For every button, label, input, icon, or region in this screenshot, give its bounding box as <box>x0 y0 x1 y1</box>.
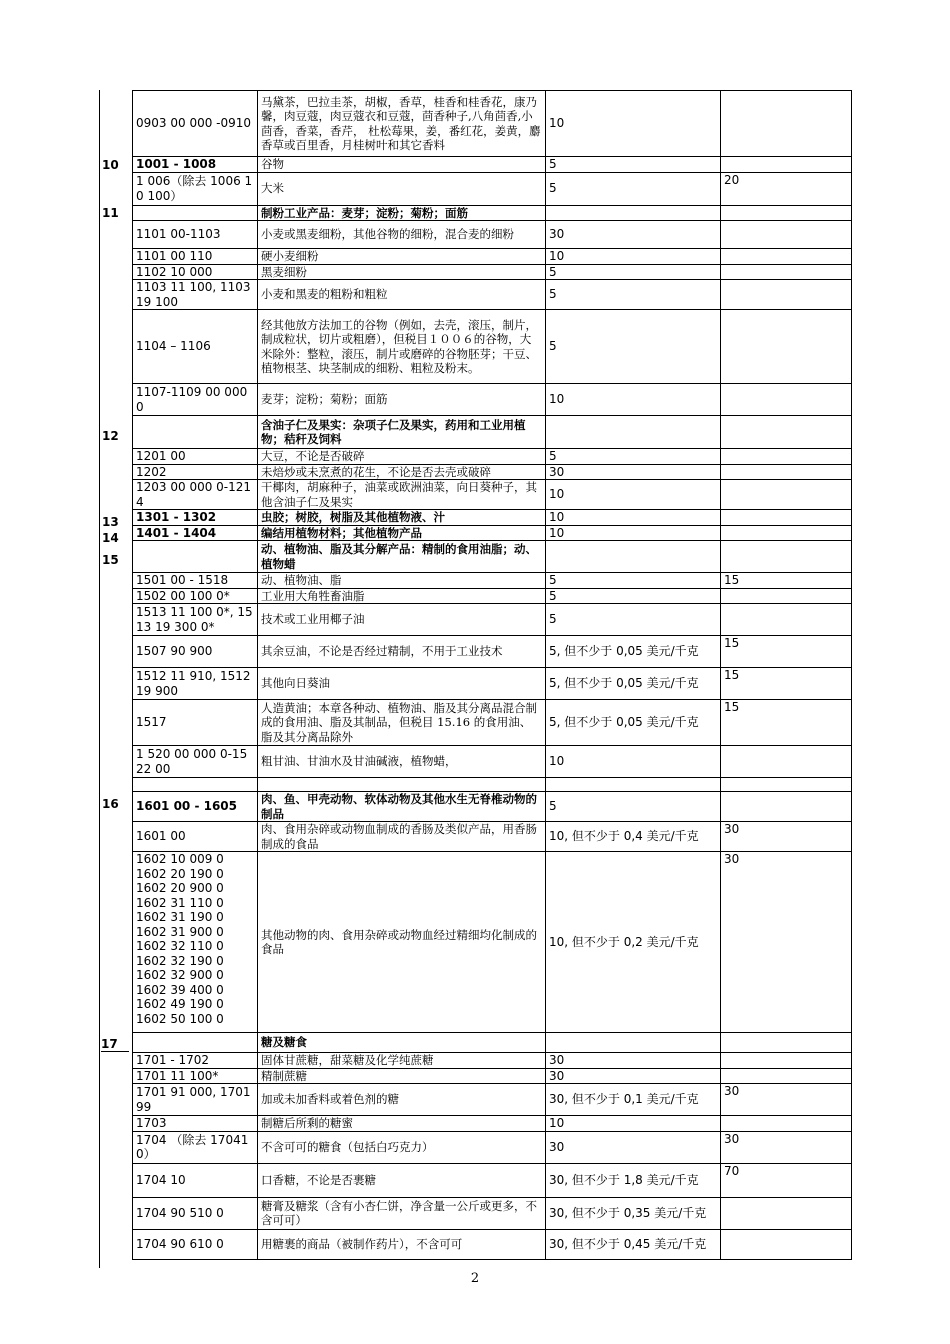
hs-code-cell: 1501 00 - 1518 <box>133 573 258 589</box>
duty-rate-cell: 5, 但不少于 0,05 美元/千克 <box>546 668 721 700</box>
page-number: 2 <box>470 1271 480 1286</box>
hs-code-cell: 1401 - 1404 <box>133 525 258 541</box>
hs-code-cell: 1704 10 <box>133 1163 258 1197</box>
description-cell: 大米 <box>258 172 546 205</box>
hs-code-cell <box>133 1033 258 1053</box>
hs-code-cell: 1 006（除去 1006 10 100） <box>133 172 258 205</box>
table-row <box>133 416 852 449</box>
chapter-number: 10 <box>102 158 119 172</box>
duty-rate-cell: 10 <box>546 384 721 416</box>
hs-code-cell: 1704 （除去 170410） <box>133 1131 258 1163</box>
table-row <box>133 480 852 510</box>
tariff-table-body <box>133 91 852 1260</box>
extra-rate-cell <box>721 1229 852 1259</box>
table-row <box>133 636 852 668</box>
table-row <box>133 852 852 1033</box>
description-cell: 动、植物油、脂 <box>258 573 546 589</box>
duty-rate-cell: 5, 但不少于 0,05 美元/千克 <box>546 636 721 668</box>
table-row <box>133 1197 852 1229</box>
extra-rate-cell <box>721 588 852 604</box>
description-cell: 肉、食用杂碎或动物血制成的香肠及类似产品，用香肠制成的食品 <box>258 822 546 852</box>
table-row <box>133 310 852 384</box>
description-cell: 加或未加香料或着色剂的糖 <box>258 1084 546 1116</box>
table-row <box>133 541 852 573</box>
table-row <box>133 525 852 541</box>
duty-rate-cell: 10, 但不少于 0,2 美元/千克 <box>546 852 721 1033</box>
hs-code-cell: 1103 11 100, 1103 19 100 <box>133 280 258 310</box>
description-cell: 小麦或黑麦细粉，其他谷物的细粉，混合麦的细粉 <box>258 221 546 249</box>
hs-code-cell <box>133 416 258 449</box>
extra-rate-cell <box>721 525 852 541</box>
table-row <box>133 604 852 636</box>
table-row <box>133 1084 852 1116</box>
table-row <box>133 249 852 265</box>
table-row <box>133 778 852 792</box>
extra-rate-cell: 20 <box>721 172 852 205</box>
duty-rate-cell: 10 <box>546 1116 721 1132</box>
table-row <box>133 1229 852 1259</box>
description-cell: 动、植物油、脂及其分解产品：精制的食用油脂；动、植物蜡 <box>258 541 546 573</box>
hs-code-cell: 1701 11 100* <box>133 1068 258 1084</box>
extra-rate-cell <box>721 1068 852 1084</box>
chapter-number: 12 <box>102 429 119 443</box>
duty-rate-cell: 10 <box>546 525 721 541</box>
extra-rate-cell <box>721 604 852 636</box>
extra-rate-cell: 15 <box>721 668 852 700</box>
extra-rate-cell <box>721 221 852 249</box>
extra-rate-cell <box>721 746 852 778</box>
table-row <box>133 573 852 589</box>
duty-rate-cell: 5 <box>546 588 721 604</box>
extra-rate-cell <box>721 541 852 573</box>
chapter-number: 15 <box>102 553 119 567</box>
hs-code-cell <box>133 541 258 573</box>
description-cell: 未焙炒或未烹煮的花生，不论是否去壳或破碎 <box>258 464 546 480</box>
description-cell: 固体甘蔗糖，甜菜糖及化学纯蔗糖 <box>258 1053 546 1069</box>
extra-rate-cell: 15 <box>721 636 852 668</box>
description-cell: 糖及糖食 <box>258 1033 546 1053</box>
extra-rate-cell <box>721 510 852 526</box>
table-row <box>133 510 852 526</box>
table-row <box>133 464 852 480</box>
duty-rate-cell: 5 <box>546 449 721 465</box>
extra-rate-cell <box>721 1033 852 1053</box>
extra-rate-cell <box>721 310 852 384</box>
description-cell: 口香糖，不论是否裹糖 <box>258 1163 546 1197</box>
duty-rate-cell <box>546 541 721 573</box>
extra-rate-cell <box>721 1197 852 1229</box>
description-cell: 经其他放方法加工的谷物（例如，去壳，滚压，制片，制成粒状，切片或粗磨），但税目１００６的谷物，大米除外：整粒，滚压，制片或磨碎的谷物胚芽；干豆、植物根茎、块茎制成的细粉、粗粒及粉末。 <box>258 310 546 384</box>
table-row <box>133 221 852 249</box>
hs-code-cell: 1517 <box>133 700 258 746</box>
extra-rate-cell <box>721 449 852 465</box>
hs-code-cell: 1601 00 - 1605 <box>133 792 258 822</box>
duty-rate-cell <box>546 778 721 792</box>
duty-rate-cell: 30 <box>546 1131 721 1163</box>
description-cell: 人造黄油；本章各种动、植物油、脂及其分离品混合制成的食用油、脂及其制品，但税目 15.16 的食用油、脂及其分离品除外 <box>258 700 546 746</box>
description-cell: 谷物 <box>258 157 546 173</box>
extra-rate-cell <box>721 416 852 449</box>
description-cell: 糖膏及糖浆（含有小杏仁饼，净含量一公斤或更多，不含可可） <box>258 1197 546 1229</box>
table-row <box>133 205 852 221</box>
description-cell: 用糖裹的商品（被制作药片），不含可可 <box>258 1229 546 1259</box>
chapter-number: 17 <box>101 1037 129 1052</box>
extra-rate-cell <box>721 264 852 280</box>
chapter-number: 13 <box>102 515 119 529</box>
hs-code-cell: 1202 <box>133 464 258 480</box>
description-cell: 制粉工业产品：麦芽；淀粉；菊粉；面筋 <box>258 205 546 221</box>
duty-rate-cell: 10 <box>546 249 721 265</box>
extra-rate-cell: 15 <box>721 700 852 746</box>
description-cell: 编结用植物材料；其他植物产品 <box>258 525 546 541</box>
table-row <box>133 1163 852 1197</box>
extra-rate-cell <box>721 249 852 265</box>
duty-rate-cell: 5 <box>546 573 721 589</box>
hs-code-cell: 1601 00 <box>133 822 258 852</box>
chapter-number-column <box>99 90 133 1268</box>
table-row <box>133 449 852 465</box>
description-cell <box>258 778 546 792</box>
description-cell: 硬小麦细粉 <box>258 249 546 265</box>
table-row <box>133 1116 852 1132</box>
hs-code-cell: 1602 10 009 0 1602 20 190 0 1602 20 900 0 1602 31 110 0 1602 31 190 0 1602 31 900 0 1602 32 110 0 1602 32 190 0 1602 32 900 0 1602 39 400 0 1602 49 190 0 1602 50 100 0 <box>133 852 258 1033</box>
table-row <box>133 668 852 700</box>
duty-rate-cell: 30 <box>546 221 721 249</box>
description-cell: 技术或工业用椰子油 <box>258 604 546 636</box>
hs-code-cell: 1 520 00 000 0-1522 00 <box>133 746 258 778</box>
table-row <box>133 384 852 416</box>
hs-code-cell: 1107-1109 00 000 0 <box>133 384 258 416</box>
description-cell: 粗甘油、甘油水及甘油碱液，植物蜡， <box>258 746 546 778</box>
duty-rate-cell: 30, 但不少于 0,1 美元/千克 <box>546 1084 721 1116</box>
hs-code-cell: 1701 91 000, 1701 99 <box>133 1084 258 1116</box>
duty-rate-cell: 30 <box>546 1068 721 1084</box>
duty-rate-cell <box>546 205 721 221</box>
extra-rate-cell: 70 <box>721 1163 852 1197</box>
table-row <box>133 700 852 746</box>
table-row <box>133 264 852 280</box>
duty-rate-cell: 30, 但不少于 1,8 美元/千克 <box>546 1163 721 1197</box>
table-row <box>133 746 852 778</box>
description-cell: 小麦和黑麦的粗粉和粗粒 <box>258 280 546 310</box>
chapter-number: 14 <box>102 531 119 545</box>
duty-rate-cell: 5, 但不少于 0,05 美元/千克 <box>546 700 721 746</box>
description-cell: 干椰肉，胡麻种子，油菜或欧洲油菜，向日葵种子，其他含油子仁及果实 <box>258 480 546 510</box>
chapter-number: 16 <box>102 797 119 811</box>
hs-code-cell: 0903 00 000 -0910 <box>133 91 258 157</box>
extra-rate-cell: 30 <box>721 822 852 852</box>
duty-rate-cell: 5 <box>546 310 721 384</box>
hs-code-cell <box>133 778 258 792</box>
duty-rate-cell: 30, 但不少于 0,45 美元/千克 <box>546 1229 721 1259</box>
extra-rate-cell <box>721 91 852 157</box>
duty-rate-cell: 5 <box>546 264 721 280</box>
duty-rate-cell: 30 <box>546 464 721 480</box>
duty-rate-cell: 5 <box>546 280 721 310</box>
extra-rate-cell <box>721 384 852 416</box>
extra-rate-cell: 30 <box>721 1131 852 1163</box>
hs-code-cell: 1502 00 100 0* <box>133 588 258 604</box>
description-cell: 麦芽；淀粉；菊粉；面筋 <box>258 384 546 416</box>
hs-code-cell: 1201 00 <box>133 449 258 465</box>
hs-code-cell: 1507 90 900 <box>133 636 258 668</box>
duty-rate-cell <box>546 1033 721 1053</box>
duty-rate-cell: 10, 但不少于 0,4 美元/千克 <box>546 822 721 852</box>
hs-code-cell: 1513 11 100 0*, 1513 19 300 0* <box>133 604 258 636</box>
duty-rate-cell: 10 <box>546 91 721 157</box>
duty-rate-cell: 30 <box>546 1053 721 1069</box>
duty-rate-cell: 5 <box>546 604 721 636</box>
extra-rate-cell <box>721 280 852 310</box>
description-cell: 不含可可的糖食（包括白巧克力） <box>258 1131 546 1163</box>
table-row <box>133 280 852 310</box>
description-cell: 其他动物的肉、食用杂碎或动物血经过精细均化制成的食品 <box>258 852 546 1033</box>
duty-rate-cell <box>546 416 721 449</box>
description-cell: 制糖后所剩的糖蜜 <box>258 1116 546 1132</box>
hs-code-cell: 1704 90 510 0 <box>133 1197 258 1229</box>
tariff-table <box>132 90 852 1260</box>
hs-code-cell: 1703 <box>133 1116 258 1132</box>
chapter-number: 11 <box>102 206 119 220</box>
extra-rate-cell: 30 <box>721 852 852 1033</box>
description-cell: 大豆，不论是否破碎 <box>258 449 546 465</box>
hs-code-cell: 1512 11 910, 1512 19 900 <box>133 668 258 700</box>
description-cell: 肉、鱼、甲壳动物、软体动物及其他水生无脊椎动物的制品 <box>258 792 546 822</box>
description-cell: 其他向日葵油 <box>258 668 546 700</box>
description-cell: 马黛茶，巴拉圭茶，胡椒，香草，桂香和桂香花，康乃馨，肉豆蔻，肉豆蔻衣和豆蔻，茴香种子,八角茴香,小 茴香，香菜，香芹， 杜松莓果，姜，番红花，姜黄，麝香草或百里香，月桂树叶和其它香料 <box>258 91 546 157</box>
table-row <box>133 1033 852 1053</box>
table-row <box>133 91 852 157</box>
table-row <box>133 588 852 604</box>
extra-rate-cell <box>721 157 852 173</box>
table-row <box>133 157 852 173</box>
hs-code-cell: 1701 - 1702 <box>133 1053 258 1069</box>
extra-rate-cell <box>721 464 852 480</box>
hs-code-cell: 1102 10 000 <box>133 264 258 280</box>
hs-code-cell <box>133 205 258 221</box>
description-cell: 工业用大角牲畜油脂 <box>258 588 546 604</box>
extra-rate-cell <box>721 1116 852 1132</box>
extra-rate-cell <box>721 205 852 221</box>
hs-code-cell: 1203 00 000 0-1214 <box>133 480 258 510</box>
duty-rate-cell: 10 <box>546 746 721 778</box>
table-row <box>133 1131 852 1163</box>
hs-code-cell: 1704 90 610 0 <box>133 1229 258 1259</box>
duty-rate-cell: 30, 但不少于 0,35 美元/千克 <box>546 1197 721 1229</box>
description-cell: 黑麦细粉 <box>258 264 546 280</box>
extra-rate-cell <box>721 778 852 792</box>
table-row <box>133 172 852 205</box>
description-cell: 精制蔗糖 <box>258 1068 546 1084</box>
hs-code-cell: 1301 - 1302 <box>133 510 258 526</box>
table-row <box>133 792 852 822</box>
duty-rate-cell: 5 <box>546 792 721 822</box>
description-cell: 含油子仁及果实：杂项子仁及果实，药用和工业用植物；秸秆及饲料 <box>258 416 546 449</box>
extra-rate-cell <box>721 1053 852 1069</box>
duty-rate-cell: 5 <box>546 172 721 205</box>
hs-code-cell: 1101 00 110 <box>133 249 258 265</box>
description-cell: 其余豆油，不论是否经过精制，不用于工业技术 <box>258 636 546 668</box>
description-cell: 虫胶；树胶，树脂及其他植物液、汁 <box>258 510 546 526</box>
hs-code-cell: 1101 00-1103 <box>133 221 258 249</box>
table-row <box>133 1068 852 1084</box>
extra-rate-cell <box>721 480 852 510</box>
extra-rate-cell <box>721 792 852 822</box>
extra-rate-cell: 30 <box>721 1084 852 1116</box>
duty-rate-cell: 10 <box>546 510 721 526</box>
table-row <box>133 1053 852 1069</box>
table-row <box>133 822 852 852</box>
hs-code-cell: 1001 - 1008 <box>133 157 258 173</box>
extra-rate-cell: 15 <box>721 573 852 589</box>
duty-rate-cell: 10 <box>546 480 721 510</box>
hs-code-cell: 1104 – 1106 <box>133 310 258 384</box>
duty-rate-cell: 5 <box>546 157 721 173</box>
